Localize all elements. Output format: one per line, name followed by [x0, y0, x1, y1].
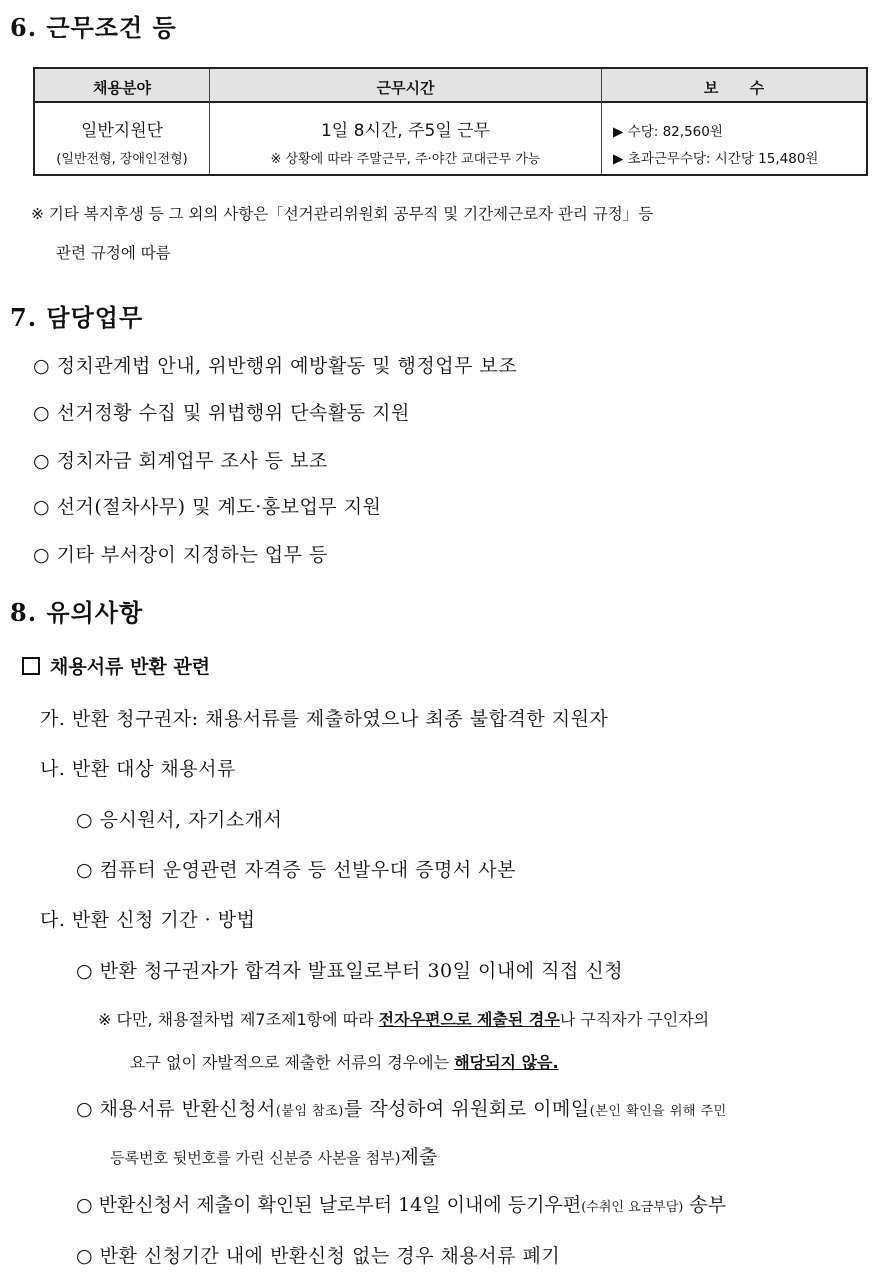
- da-sub-item: ○ 반환신청서 제출이 확인된 날로부터 14일 이내에 등기우편(수취인 요금부담) 송부: [76, 1194, 727, 1216]
- na-sub-item: ○ 응시원서, 자기소개서: [76, 809, 283, 831]
- welfare-note-line1: ※ 기타 복지후생 등 그 외의 사항은「선거관리위원회 공무직 및 기간제근로자 관리 규정」등: [31, 205, 654, 223]
- da-sub-item: ○ 반환 신청기간 내에 반환신청 없는 경우 채용서류 폐기: [76, 1245, 561, 1267]
- item-ga: 가. 반환 청구권자: 채용서류를 제출하였으나 최종 불합격한 지원자: [40, 708, 609, 730]
- subsection-heading: [22, 652, 210, 679]
- subsection-title: 채용서류 반환 관련: [50, 656, 211, 678]
- duty-item: ○ 선거정황 수집 및 위법행위 단속활동 지원: [33, 402, 410, 424]
- da-sub-item: ○ 반환 청구권자가 합격자 발표일로부터 30일 이내에 직접 신청: [76, 960, 624, 982]
- field-main: 일반지원단: [80, 121, 164, 141]
- section-6-title: 6. 근무조건 등: [10, 13, 177, 42]
- item-da: 다. 반환 신청 기간 · 방법: [40, 909, 256, 931]
- da-sub-item-continued: 등록번호 뒷번호를 가린 신분증 사본을 첨부)제출: [110, 1146, 438, 1168]
- item-na: 나. 반환 대상 채용서류: [40, 758, 236, 780]
- pay-allowance: ▶ 수당: 82,560원: [613, 124, 723, 140]
- duty-item: ○ 정치자금 회계업무 조사 등 보조: [33, 450, 328, 472]
- duty-item: ○ 정치관계법 안내, 위반행위 예방활동 및 행정업무 보조: [33, 355, 518, 377]
- header-time: 근무시간: [376, 79, 435, 97]
- duty-item: ○ 선거(절차사무) 및 계도·홍보업무 지원: [33, 496, 382, 518]
- exception-note-line1: ※ 다만, 채용절차법 제7조제1항에 따라 전자우편으로 제출된 경우나 구직자가 구인자의: [98, 1010, 710, 1029]
- emphasis-email-submission: 전자우편으로 제출된 경우: [378, 1010, 560, 1029]
- header-pay: 보 수: [703, 79, 765, 97]
- pay-overtime: ▶ 초과근무수당: 시간당 15,480원: [613, 151, 819, 167]
- exception-note-line2: 요구 없이 자발적으로 제출한 서류의 경우에는 해당되지 않음.: [130, 1053, 559, 1072]
- time-sub: ※ 상황에 따라 주말근무, 주·야간 교대근무 가능: [270, 152, 541, 167]
- checkbox-square-icon: [22, 657, 40, 675]
- emphasis-not-applicable: 해당되지 않음.: [454, 1053, 559, 1072]
- field-sub: (일반전형, 장애인전형): [56, 152, 188, 167]
- duty-item: ○ 기타 부서장이 지정하는 업무 등: [33, 544, 328, 566]
- section-7-title: 7. 담당업무: [10, 303, 144, 332]
- work-conditions-table: [33, 67, 868, 176]
- welfare-note-line2: 관련 규정에 따름: [56, 244, 171, 262]
- section-8-title: 8. 유의사항: [10, 598, 144, 627]
- header-field: 채용분야: [93, 79, 151, 97]
- time-main: 1일 8시간, 주5일 근무: [320, 121, 491, 141]
- na-sub-item: ○ 컴퓨터 운영관련 자격증 등 선발우대 증명서 사본: [76, 859, 516, 881]
- da-sub-item: ○ 채용서류 반환신청서(붙임 참조)를 작성하여 위원회로 이메일(본인 확인을 위해 주민: [76, 1098, 727, 1120]
